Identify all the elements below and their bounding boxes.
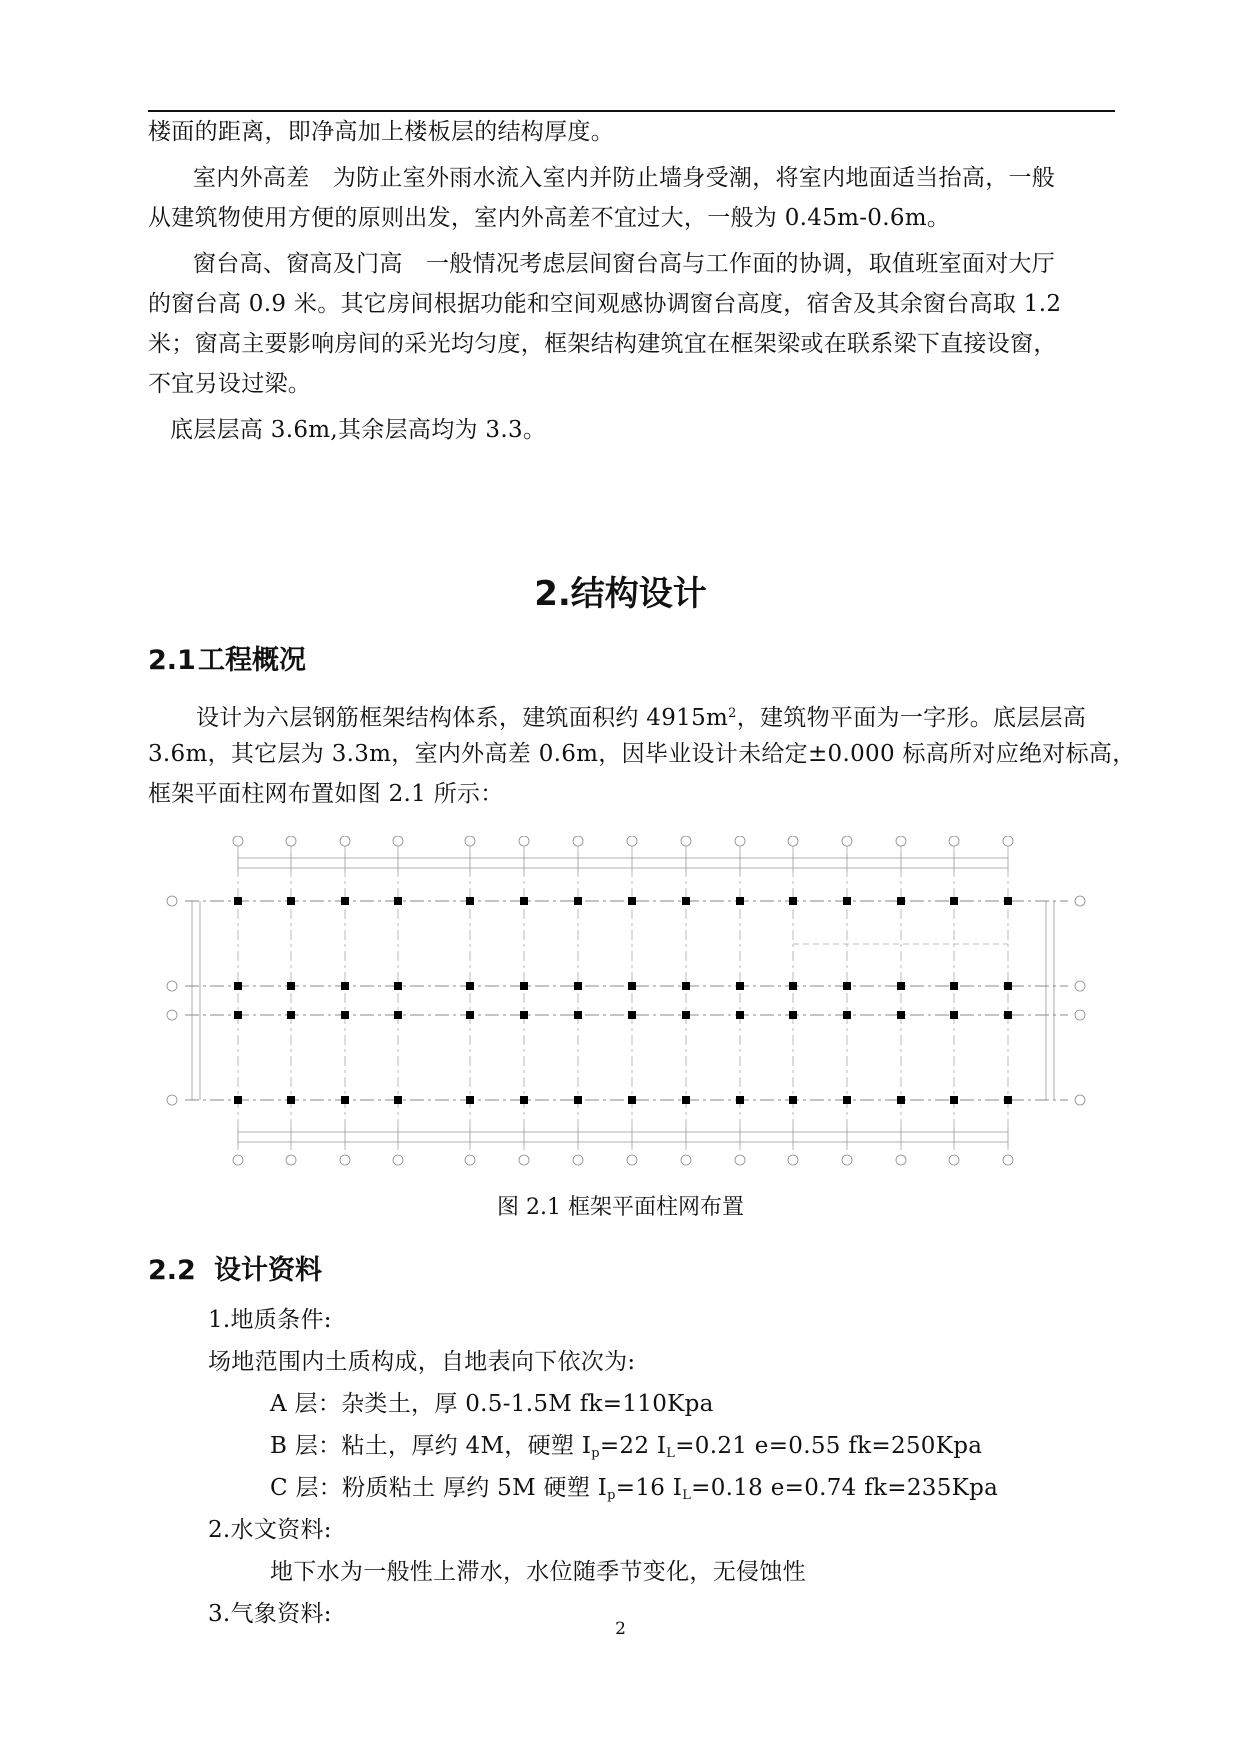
- axis-bubble: [627, 1155, 637, 1165]
- column-square: [341, 1096, 349, 1104]
- axis-bubble: [167, 1095, 177, 1105]
- column-square: [682, 982, 690, 990]
- column-square: [341, 897, 349, 905]
- column-square: [466, 897, 474, 905]
- column-grid-plan: [160, 836, 1100, 1166]
- axis-bubble: [1075, 1095, 1085, 1105]
- column-square: [1004, 897, 1012, 905]
- column-square: [466, 982, 474, 990]
- axis-bubble: [788, 836, 798, 846]
- column-square: [628, 1096, 636, 1104]
- column-square: [628, 897, 636, 905]
- section-heading: [148, 638, 306, 677]
- column-square: [628, 1011, 636, 1019]
- axis-bubble: [1075, 981, 1085, 991]
- column-square: [287, 897, 295, 905]
- paragraph-line: 3.6m，其它层为 3.3m，室内外高差 0.6m，因毕业设计未给定±0.000 标高所对应绝对标高，: [148, 741, 1136, 767]
- axis-bubble: [167, 981, 177, 991]
- section-heading: [148, 1248, 322, 1287]
- axis-bubble: [573, 1155, 583, 1165]
- column-square: [736, 1011, 744, 1019]
- column-square: [897, 982, 905, 990]
- column-square: [574, 1096, 582, 1104]
- axis-bubble: [573, 836, 583, 846]
- column-square: [897, 897, 905, 905]
- axis-bubble: [340, 836, 350, 846]
- figure-caption: 图 2.1 框架平面柱网布置: [497, 1195, 744, 1220]
- axis-bubble: [681, 836, 691, 846]
- axis-bubble: [788, 1155, 798, 1165]
- axis-bubble: [735, 1155, 745, 1165]
- column-square: [341, 982, 349, 990]
- axis-bubble: [949, 836, 959, 846]
- column-square: [574, 1011, 582, 1019]
- column-square: [287, 1011, 295, 1019]
- column-square: [843, 897, 851, 905]
- paragraph-line: 场地范围内土质构成，自地表向下依次为:: [208, 1349, 636, 1375]
- column-square: [843, 1011, 851, 1019]
- axis-bubble: [286, 836, 296, 846]
- column-square: [897, 1011, 905, 1019]
- axis-bubble: [519, 836, 529, 846]
- column-square: [287, 1096, 295, 1104]
- column-square: [682, 897, 690, 905]
- paragraph-line: 窗台高、窗高及门高 一般情况考虑层间窗台高与工作面的协调，取值班室面对大厅: [193, 251, 1056, 277]
- column-square: [1004, 982, 1012, 990]
- column-square: [1004, 1096, 1012, 1104]
- column-square: [394, 897, 402, 905]
- axis-bubble: [167, 896, 177, 906]
- section-number: 2.1: [148, 645, 196, 676]
- paragraph-line: 地下水为一般性上滞水，水位随季节变化，无侵蚀性: [270, 1559, 806, 1585]
- column-square: [736, 897, 744, 905]
- column-square: [897, 1096, 905, 1104]
- column-square: [789, 1011, 797, 1019]
- axis-bubble: [842, 836, 852, 846]
- paragraph-line: 从建筑物使用方便的原则出发，室内外高差不宜过大，一般为 0.45m-0.6m。: [148, 205, 951, 231]
- axis-bubble: [842, 1155, 852, 1165]
- axis-bubble: [1003, 1155, 1013, 1165]
- axis-bubble: [286, 1155, 296, 1165]
- paragraph-line: 不宜另设过梁。: [148, 371, 312, 397]
- column-square: [234, 982, 242, 990]
- column-square: [950, 1096, 958, 1104]
- axis-bubble: [233, 1155, 243, 1165]
- paragraph-line: 米；窗高主要影响房间的采光均匀度，框架结构建筑宜在框架梁或在联系梁下直接设窗，: [148, 331, 1057, 357]
- paragraph-line: 设计为六层钢筋框架结构体系，建筑面积约 $4915m^2$，建筑物平面为一字形。底层层高: [196, 705, 1087, 731]
- column-square: [682, 1011, 690, 1019]
- axis-bubble: [1075, 1010, 1085, 1020]
- paragraph-line: 底层层高 3.6m,其余层高均为 3.3。: [170, 417, 547, 443]
- chapter-title: 2.结构设计: [534, 574, 707, 614]
- column-square: [234, 1011, 242, 1019]
- soil-layer: A 层：杂类土，厚 0.5-1.5M fk=110Kpa: [270, 1391, 714, 1417]
- column-square: [287, 982, 295, 990]
- column-square: [628, 982, 636, 990]
- list-heading: 2.水文资料:: [208, 1517, 332, 1543]
- axis-bubble: [1003, 836, 1013, 846]
- column-square: [394, 1096, 402, 1104]
- column-square: [394, 982, 402, 990]
- paragraph-line: 的窗台高 0.9 米。其它房间根据功能和空间观感协调窗台高度，宿舍及其余窗台高取 1.2: [148, 291, 1062, 317]
- axis-bubble: [233, 836, 243, 846]
- axis-bubble: [393, 836, 403, 846]
- column-square: [1004, 1011, 1012, 1019]
- section-number: 2.2: [148, 1255, 196, 1286]
- column-square: [234, 1096, 242, 1104]
- axis-bubble: [896, 836, 906, 846]
- soil-layer: C 层：粉质粘土 厚约 5M 硬塑 $I_p=16$ $I_L=0.18$ e=0.74 fk=235Kpa: [270, 1475, 999, 1503]
- axis-bubble: [519, 1155, 529, 1165]
- paragraph-line: 楼面的距离，即净高加上楼板层的结构厚度。: [148, 119, 614, 145]
- column-square: [520, 1011, 528, 1019]
- page-number: 2: [615, 1619, 626, 1639]
- column-square: [789, 897, 797, 905]
- axis-bubble: [465, 836, 475, 846]
- axis-bubble: [896, 1155, 906, 1165]
- axis-bubble: [393, 1155, 403, 1165]
- column-square: [394, 1011, 402, 1019]
- column-square: [789, 1096, 797, 1104]
- column-square: [574, 897, 582, 905]
- section-title: 设计资料: [214, 1255, 322, 1286]
- axis-bubble: [735, 836, 745, 846]
- column-square: [843, 1096, 851, 1104]
- axis-bubble: [627, 836, 637, 846]
- column-square: [950, 1011, 958, 1019]
- column-square: [520, 897, 528, 905]
- column-square: [574, 982, 582, 990]
- column-square: [950, 897, 958, 905]
- section-title: 工程概况: [198, 645, 306, 676]
- axis-bubble: [340, 1155, 350, 1165]
- column-square: [843, 982, 851, 990]
- column-square: [736, 1096, 744, 1104]
- paragraph-line: 框架平面柱网布置如图 2.1 所示：: [148, 781, 504, 807]
- column-square: [736, 982, 744, 990]
- column-square: [466, 1011, 474, 1019]
- axis-bubble: [681, 1155, 691, 1165]
- column-square: [466, 1096, 474, 1104]
- column-square: [789, 982, 797, 990]
- column-square: [341, 1011, 349, 1019]
- column-square: [682, 1096, 690, 1104]
- list-heading: 3.气象资料:: [208, 1601, 332, 1627]
- soil-layer: B 层：粘土，厚约 4M，硬塑 $I_p=22$ $I_L=0.21$ e=0.55 fk=250Kpa: [270, 1433, 983, 1461]
- column-square: [950, 982, 958, 990]
- axis-bubble: [167, 1010, 177, 1020]
- axis-bubble: [1075, 896, 1085, 906]
- axis-bubble: [465, 1155, 475, 1165]
- column-square: [520, 1096, 528, 1104]
- list-heading: 1.地质条件:: [208, 1307, 332, 1333]
- column-square: [520, 982, 528, 990]
- column-square: [234, 897, 242, 905]
- paragraph-line: 室内外高差 为防止室外雨水流入室内并防止墙身受潮，将室内地面适当抬高，一般: [193, 165, 1056, 191]
- axis-bubble: [949, 1155, 959, 1165]
